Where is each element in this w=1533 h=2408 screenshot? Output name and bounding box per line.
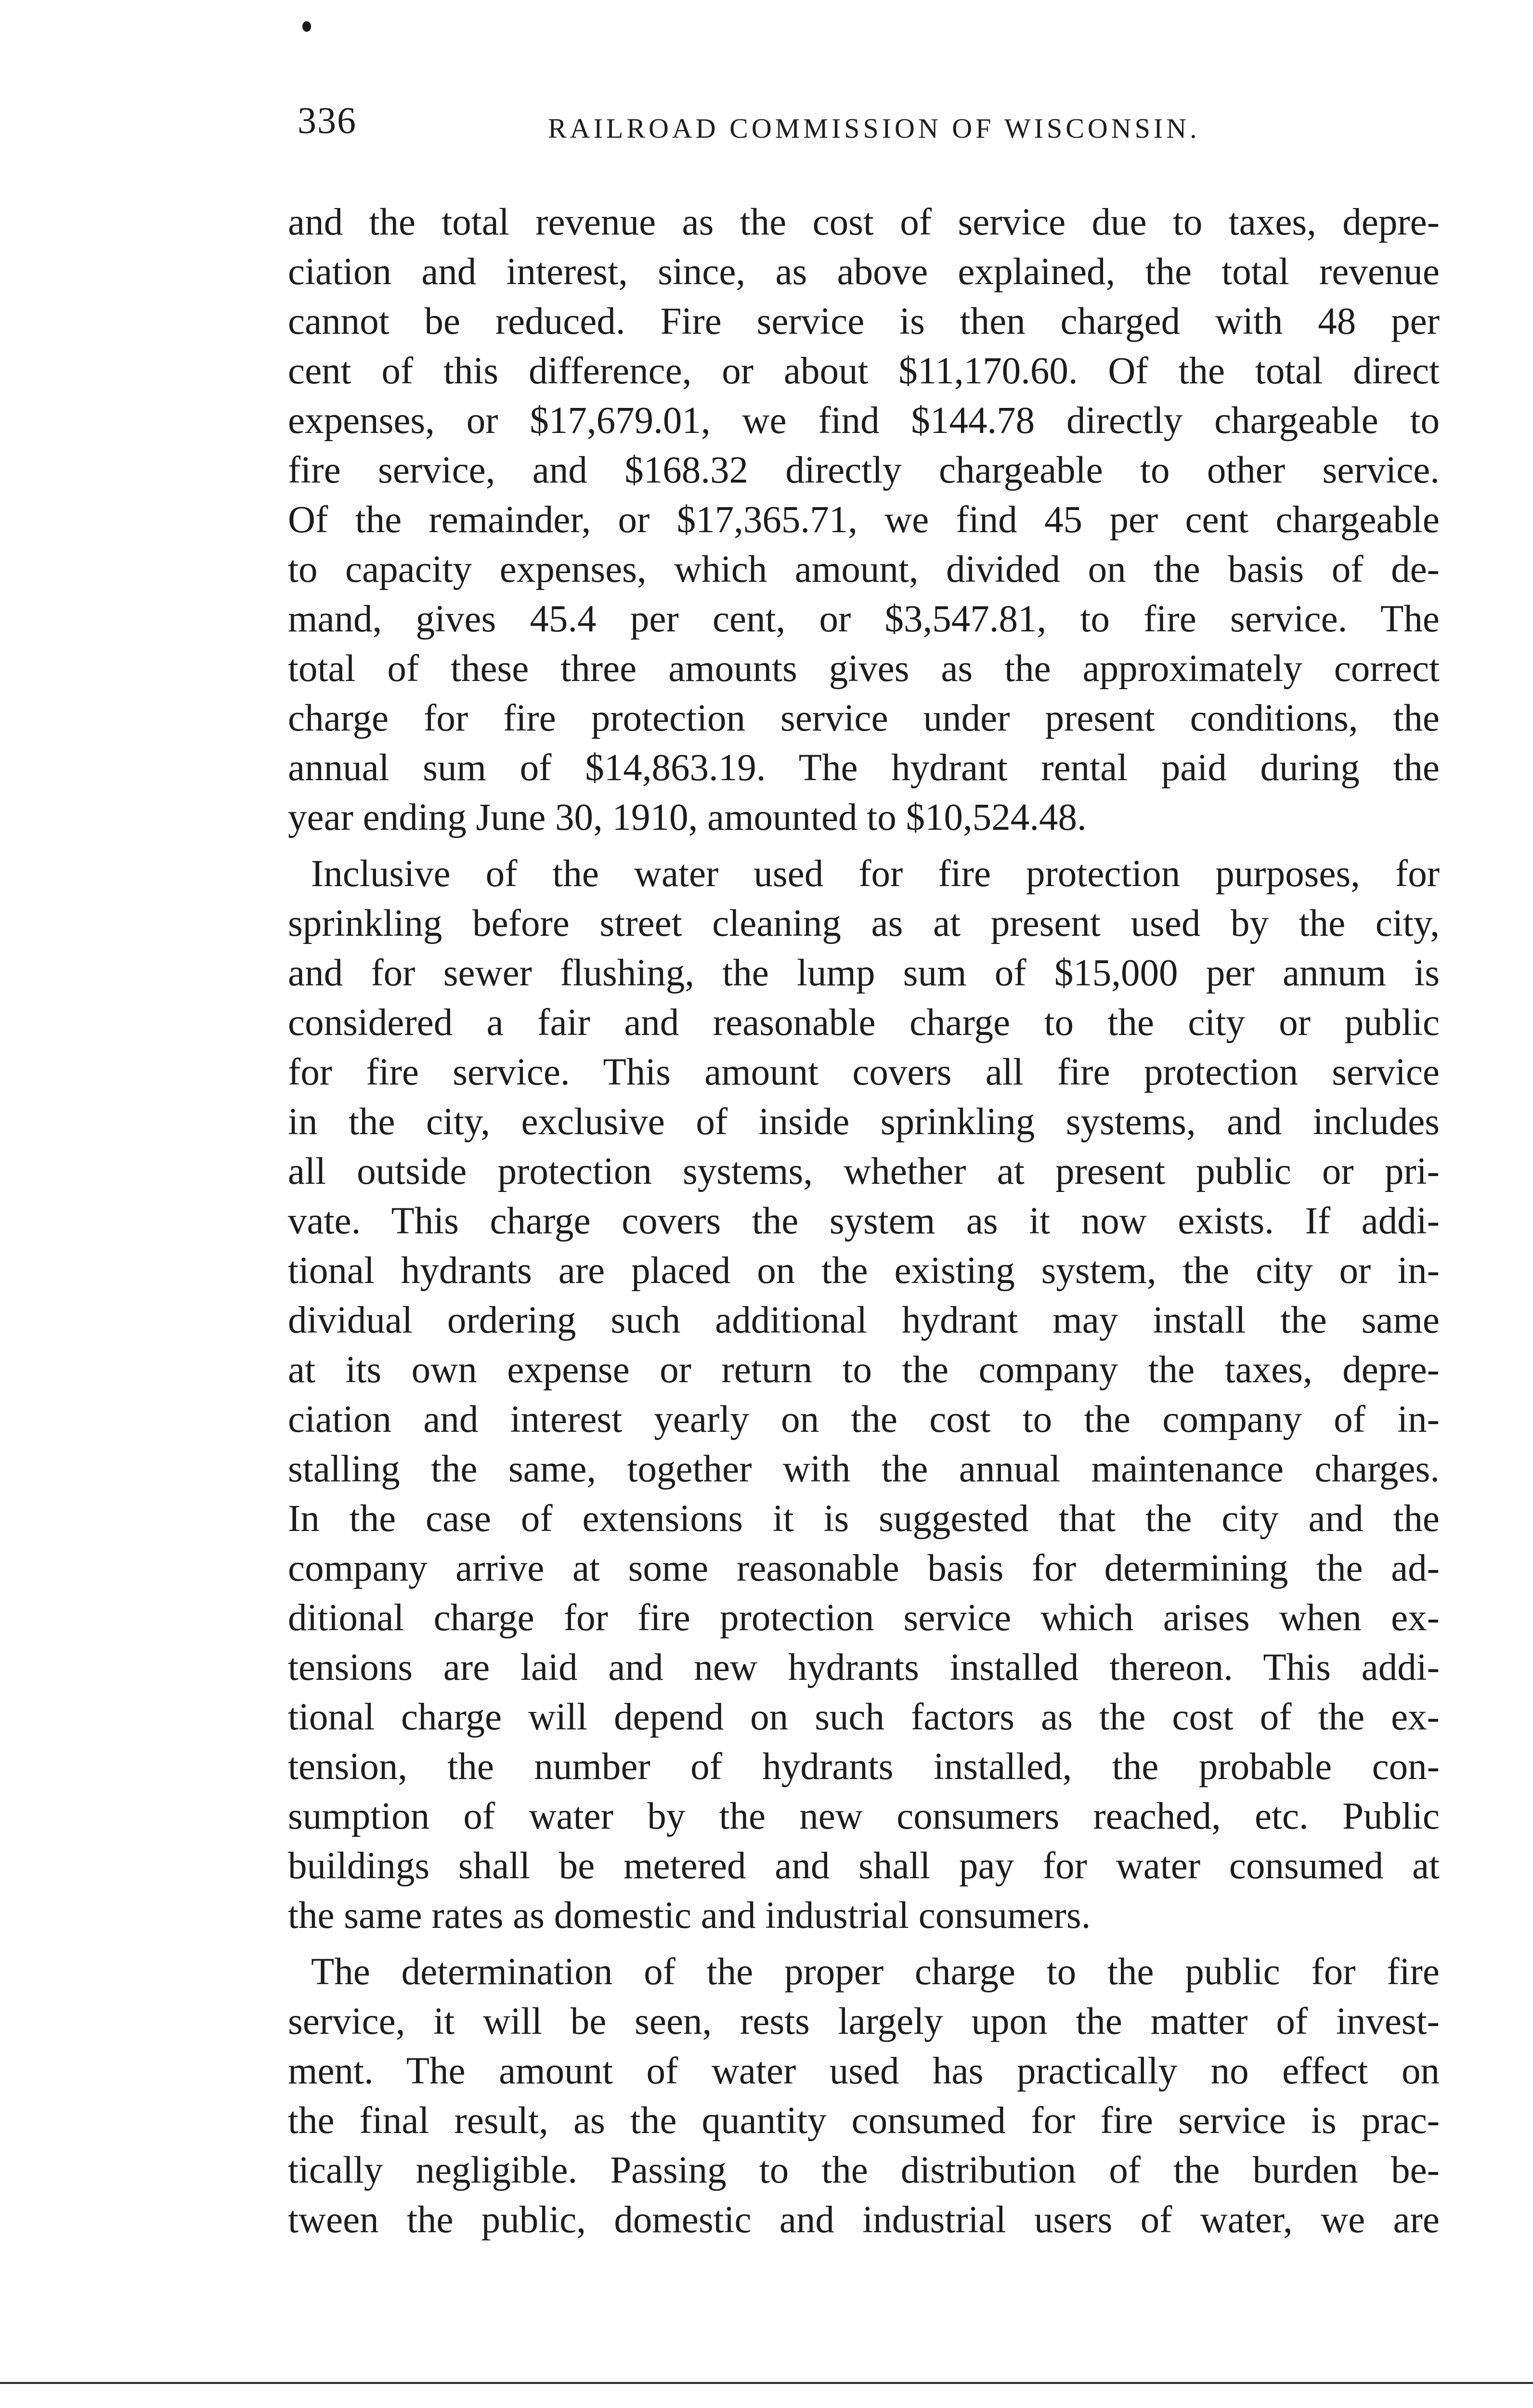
paragraph-3 xyxy=(288,1947,1440,2245)
text-line: service, it will be seen, rests largely upon the matter of invest- xyxy=(288,2001,1440,2042)
text-line: fire service, and $168.32 directly chargeable to other service. xyxy=(288,449,1440,491)
text-line: for fire service. This amount covers all fire protection service xyxy=(288,1051,1440,1093)
text-line: sprinkling before street cleaning as at present used by the city, xyxy=(288,903,1440,944)
text-line: Inclusive of the water used for fire protection purposes, for xyxy=(311,853,1440,895)
text-line: cannot be reduced. Fire service is then charged with 48 per xyxy=(288,301,1440,342)
paragraph-1 xyxy=(288,197,1440,842)
text-line: annual sum of $14,863.19. The hydrant rental paid during the xyxy=(288,747,1440,789)
text-line: year ending June 30, 1910, amounted to $10,524.48. xyxy=(288,797,1087,838)
text-line: tension, the number of hydrants installed, the probable con- xyxy=(288,1746,1440,1788)
text-line: considered a fair and reasonable charge to the city or public xyxy=(288,1002,1440,1044)
text-line: The determination of the proper charge to the public for fire xyxy=(311,1951,1440,1993)
text-line: mand, gives 45.4 per cent, or $3,547.81, to fire service. The xyxy=(288,598,1440,640)
text-line: expenses, or $17,679.01, we find $144.78 directly chargeable to xyxy=(288,400,1440,442)
text-line: company arrive at some reasonable basis for determining the ad- xyxy=(288,1547,1440,1589)
running-head: RAILROAD COMMISSION OF WISCONSIN. xyxy=(548,113,1200,144)
text-line: and the total revenue as the cost of service due to taxes, depre- xyxy=(288,201,1440,243)
text-line: the final result, as the quantity consumed for fire service is prac- xyxy=(288,2100,1440,2142)
text-line: to capacity expenses, which amount, divided on the basis of de- xyxy=(288,549,1440,590)
text-line: tional hydrants are placed on the existing system, the city or in- xyxy=(288,1250,1440,1292)
text-line: buildings shall be metered and shall pay for water consumed at xyxy=(288,1845,1440,1887)
text-line: the same rates as domestic and industrial consumers. xyxy=(288,1895,1091,1937)
text-line: charge for fire protection service under present conditions, the xyxy=(288,697,1440,739)
ink-speck xyxy=(302,21,311,32)
text-line: tween the public, domestic and industrial users of water, we are xyxy=(288,2199,1440,2241)
text-line: tensions are laid and new hydrants installed thereon. This addi- xyxy=(288,1647,1440,1688)
body-text xyxy=(288,197,1440,2251)
text-line: dividual ordering such additional hydrant may install the same xyxy=(288,1299,1440,1341)
text-line: In the case of extensions it is suggested that the city and the xyxy=(288,1498,1440,1540)
text-line: tional charge will depend on such factors as the cost of the ex- xyxy=(288,1696,1440,1738)
text-line: in the city, exclusive of inside sprinkling systems, and includes xyxy=(288,1101,1440,1143)
text-line: Of the remainder, or $17,365.71, we find 45 per cent chargeable xyxy=(288,499,1440,541)
page-bottom-rule xyxy=(0,2382,1533,2384)
text-line: tically negligible. Passing to the distribution of the burden be- xyxy=(288,2149,1440,2191)
text-line: ciation and interest, since, as above explained, the total revenue xyxy=(288,251,1440,293)
paragraph-2 xyxy=(288,849,1440,1940)
page-header xyxy=(298,99,1265,152)
text-line: total of these three amounts gives as the approximately correct xyxy=(288,648,1440,690)
text-line: all outside protection systems, whether at present public or pri- xyxy=(288,1151,1440,1192)
text-line: and for sewer flushing, the lump sum of $15,000 per annum is xyxy=(288,952,1440,994)
page-number: 336 xyxy=(298,99,357,141)
text-line: stalling the same, together with the annual maintenance charges. xyxy=(288,1448,1440,1490)
text-line: ment. The amount of water used has practically no effect on xyxy=(288,2050,1440,2092)
text-line: cent of this difference, or about $11,170.60. Of the total direct xyxy=(288,350,1440,392)
text-line: at its own expense or return to the company the taxes, depre- xyxy=(288,1349,1440,1391)
text-line: vate. This charge covers the system as it now exists. If addi- xyxy=(288,1200,1440,1242)
text-line: sumption of water by the new consumers reached, etc. Public xyxy=(288,1795,1440,1837)
text-line: ciation and interest yearly on the cost to the company of in- xyxy=(288,1399,1440,1440)
text-line: ditional charge for fire protection service which arises when ex- xyxy=(288,1597,1440,1639)
